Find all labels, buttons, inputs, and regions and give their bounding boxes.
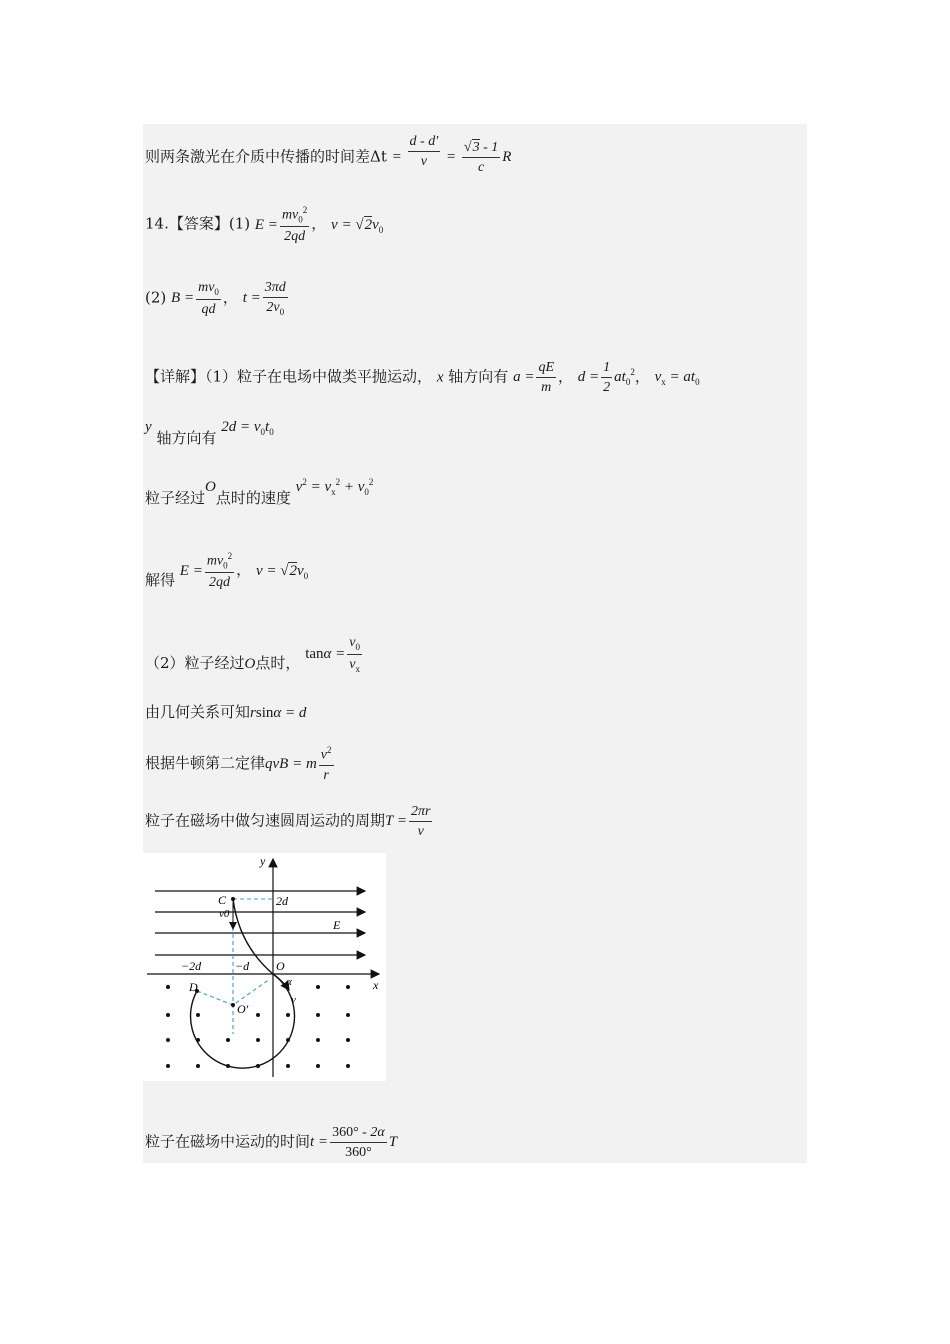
formula-t-motion: t = $\frac{360^\circ - 2\alpha}{360^\circ}$ T	[310, 1125, 398, 1160]
formula-qvB: qvB = m $\frac{v^2}{r}$	[265, 745, 332, 783]
y-axis-label: y	[260, 854, 266, 868]
label-Oprime: O′	[237, 1002, 249, 1016]
formula-E: E = $\frac{mv_0^2}{2qd}$	[254, 205, 308, 245]
detail-line-9: 粒子在磁场中运动的时间t = $\frac{360^\circ - 2\alpha}{360^\circ}$ T	[145, 1125, 398, 1160]
formula-B: B = $\frac{mv_0}{qd}$	[171, 280, 219, 317]
point-Oprime-dot	[231, 1003, 235, 1007]
label-v: v	[291, 994, 296, 1006]
formula-2d: $2d = v_0t_0$	[221, 419, 274, 437]
formula-t: t = $\frac{3\pi d}{2v_0}$	[242, 280, 286, 317]
label-alpha: α	[286, 976, 292, 988]
detail-line-3: 粒子经过O点时的速度 $v^2 = v_x^2 + v_0^2$	[145, 477, 374, 507]
formula-rsin: rsinα = d	[250, 705, 307, 721]
detail-line-1: 【详解】（1）粒子在电场中做类平抛运动， x 轴方向有 a = $\frac{qE}{m}$ ， d = $\frac{1}{2}$ $at_0^2$， $v_x = at_0$	[145, 360, 700, 395]
formula-v: $v = √2v_0$	[331, 216, 384, 235]
formula-T: T = $\frac{2\pi r}{v}$	[385, 804, 431, 839]
label-D: D	[189, 980, 198, 994]
label-O: O	[276, 959, 285, 973]
formula-E-solve: E = $\frac{mv_0^2}{2qd}$	[179, 551, 233, 591]
label-E: E	[333, 918, 341, 932]
formula-a: a = $\frac{qE}{m}$	[513, 360, 555, 395]
physics-diagram	[143, 853, 386, 1081]
label-C: C	[218, 893, 227, 907]
label-2d: 2d	[276, 894, 288, 908]
formula-dt: = $\frac{d - d'}{v}$ = $\frac{√3 - 1}{c}$ R	[391, 134, 512, 175]
point-C-dot	[231, 897, 235, 901]
formula-tan: tanα = $\frac{v_0}{v_x}$	[305, 635, 360, 674]
label-minus-d: −d	[235, 959, 250, 973]
detail-line-5: （2）粒子经过O点时， tanα = $\frac{v_0}{v_x}$	[145, 636, 364, 674]
detail-line-7: 根据牛顿第二定律qvB = m $\frac{v^2}{r}$	[145, 746, 336, 783]
label-v0: v0	[219, 908, 230, 920]
label-minus-2d: −2d	[181, 959, 202, 973]
detail-line-4: 解得 E = $\frac{mv_0^2}{2qd}$ ， $v = √2v_0$	[145, 551, 309, 591]
detail-line-8: 粒子在磁场中做匀速圆周运动的周期T = $\frac{2\pi r}{v}$	[145, 805, 434, 839]
formula-v-solve: $v = √2v_0$	[255, 562, 309, 581]
formula-d: d = $\frac{1}{2}$ $at_0^2$	[577, 360, 635, 395]
x-axis-label: x	[373, 978, 379, 992]
detail-line-2: y 轴方向有 $2d = v_0t_0$	[145, 419, 274, 447]
detail-line-6: 由几何关系可知rsinα = d	[145, 703, 307, 721]
answer-14-part2: (2) B = $\frac{mv_0}{qd}$ ， t = $\frac{3\pi d}{2v_0}$	[145, 281, 290, 317]
time-difference-line: 则两条激光在介质中传播的时间差Δt = $\frac{d - d'}{v}$ = $\frac{√3 - 1}{c}$ R	[145, 134, 512, 175]
answer-14-part1: 14.【答案】(1) E = $\frac{mv_0^2}{2qd}$ ， $v = √2v_0$	[145, 205, 384, 245]
formula-vx: $v_x = at_0$	[654, 369, 700, 388]
formula-v2: $v^2 = v_x^2 + v_0^2$	[295, 477, 374, 497]
